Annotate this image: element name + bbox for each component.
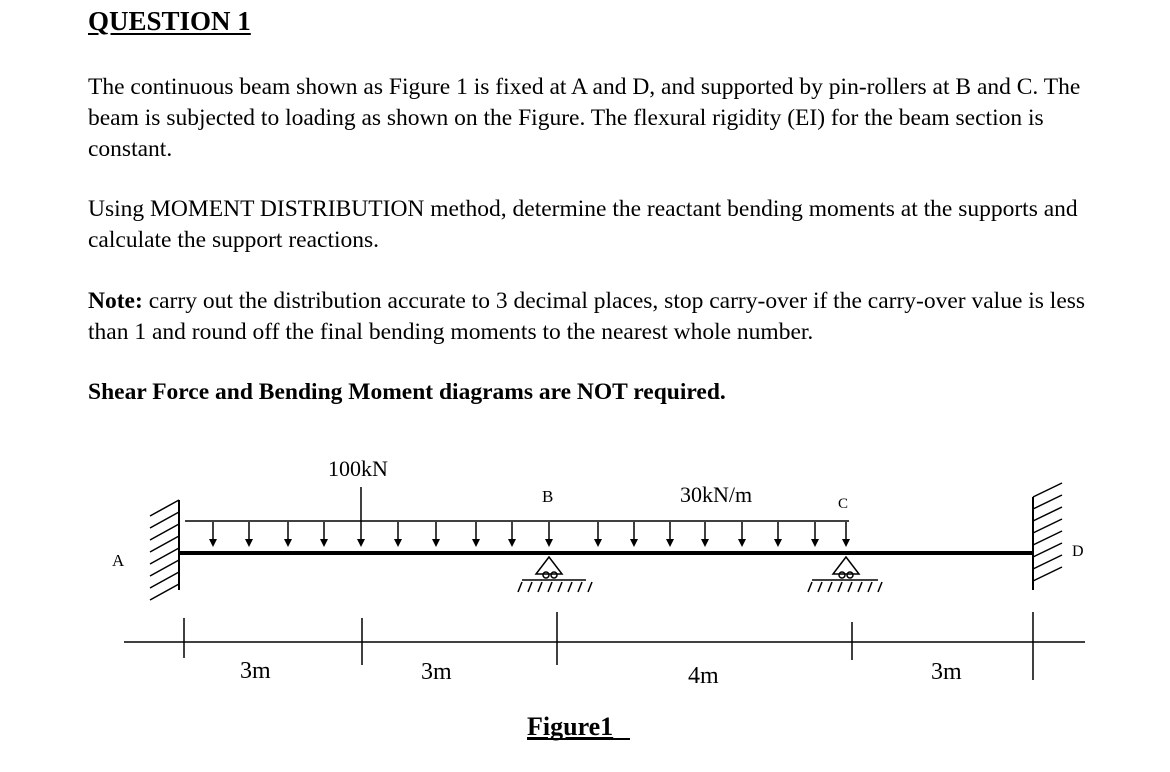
figure-caption: Figure1: [527, 712, 614, 741]
fixed-support-d: [1033, 483, 1062, 590]
roller-support-c: [808, 557, 882, 592]
udl-label: 30kN/m: [680, 482, 753, 507]
closing-paragraph: Shear Force and Bending Moment diagrams are NOT required.: [88, 379, 726, 405]
task-paragraph: Using MOMENT DISTRIBUTION method, determine the reactant bending moments at the supports and calculate the support reactions.: [88, 196, 1078, 253]
support-d-label: D: [1072, 543, 1084, 560]
span-2-label: 3m: [421, 659, 452, 685]
udl-load: [185, 521, 849, 543]
beam-figure: [0, 420, 1170, 772]
span-1-label: 3m: [240, 658, 271, 684]
span-4-label: 3m: [931, 659, 962, 685]
support-b-label: B: [542, 487, 554, 506]
support-c-label: C: [838, 496, 849, 512]
note-label: Note:: [88, 288, 143, 314]
note-body: carry out the distribution accurate to 3 decimal places, stop carry-over if the carry-over value is less than 1 and round off the final bending moments to the nearest whole number.: [88, 288, 1086, 345]
point-load-label: 100kN: [328, 456, 388, 481]
question-heading: QUESTION 1: [88, 6, 251, 36]
intro-paragraph: The continuous beam shown as Figure 1 is fixed at A and D, and supported by pin-rollers at B and C. The beam is subjected to loading as shown on the Figure. The flexural rigidity (EI) for the beam section is constant.: [88, 74, 1081, 162]
roller-support-b: [518, 557, 592, 592]
support-a-label: A: [112, 551, 125, 570]
note-paragraph: [88, 286, 1098, 348]
span-3-label: 4m: [688, 663, 719, 689]
fixed-support-a: [150, 500, 179, 600]
